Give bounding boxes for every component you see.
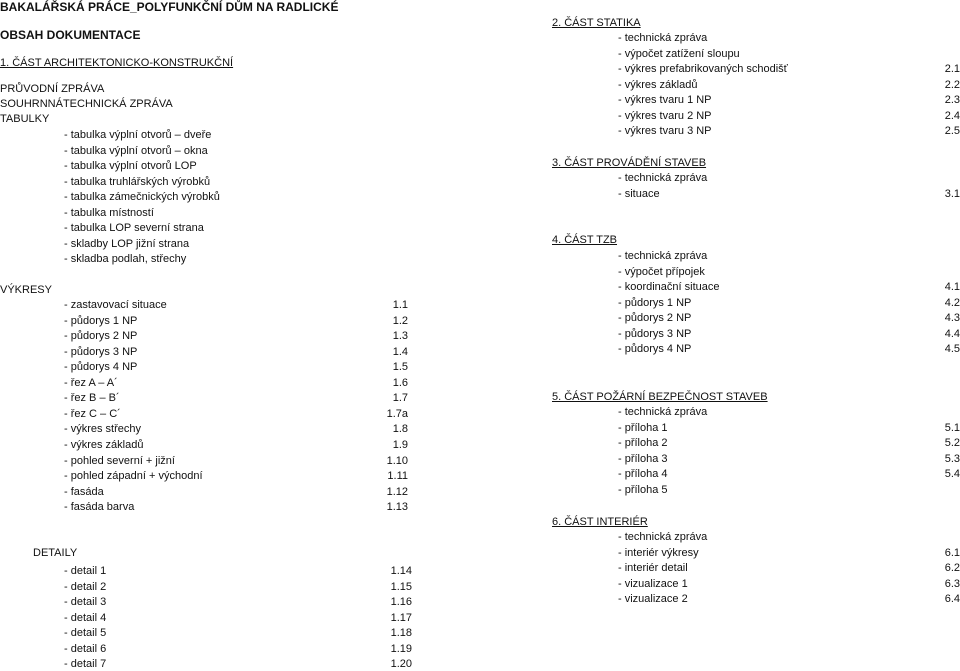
drawing-list-number: 1.8 xyxy=(392,423,408,436)
tzb-list-number: 4.1 xyxy=(944,281,960,293)
interier-list-item: - technická zpráva xyxy=(618,531,708,543)
detail-list-number: 1.20 xyxy=(390,658,412,671)
drawing-list-item: - řez A – A´ xyxy=(64,376,118,389)
table-list-item: - tabulka LOP severní strana xyxy=(64,222,204,234)
drawing-list-number: 1.11 xyxy=(387,470,408,483)
statika-list-number: 2.3 xyxy=(944,94,960,106)
statika-list-number: 2.2 xyxy=(944,78,960,91)
provadeni-list-item: - situace xyxy=(618,187,660,200)
interier-list-item: - interiér výkresy xyxy=(618,546,699,559)
statika-list-item: - výkres tvaru 3 NP xyxy=(618,125,712,137)
drawing-list-number: 1.5 xyxy=(392,361,408,374)
pozarni-list-number: 5.1 xyxy=(944,421,960,434)
drawing-list-item: - zastavovací situace xyxy=(64,299,167,311)
interier-title: 6. ČÁST INTERIÉR xyxy=(552,516,648,528)
detail-list-number: 1.15 xyxy=(390,580,412,593)
interier-list-item: - interiér detail xyxy=(618,562,688,574)
drawing-list-item: - pohled západní + východní xyxy=(64,470,203,483)
statika-title: 2. ČÁST STATIKA xyxy=(552,17,641,29)
drawing-list-item: - půdorys 1 NP xyxy=(64,314,138,327)
drawing-list-item: - pohled severní + jižní xyxy=(64,454,175,467)
tzb-list-item: - technická zpráva xyxy=(618,250,708,262)
table-list-item: - skladby LOP jižní strana xyxy=(64,237,190,250)
drawing-list-item: - výkres střechy xyxy=(64,423,142,436)
drawing-list-number: 1.12 xyxy=(386,485,408,498)
table-list-item: - tabulka truhlářských výrobků xyxy=(64,175,211,188)
drawing-list-item: - půdorys 3 NP xyxy=(64,345,138,358)
drawing-list-number: 1.1 xyxy=(392,299,408,311)
drawing-list-item: - řez B – B´ xyxy=(64,392,120,405)
detail-list-item: - detail 5 xyxy=(64,627,107,640)
drawing-list-number: 1.9 xyxy=(392,438,408,451)
pozarni-list-item: - příloha 3 xyxy=(618,452,668,465)
detail-list-number: 1.17 xyxy=(390,611,412,624)
details-heading: DETAILY xyxy=(33,547,78,559)
pozarni-list-item: - příloha 5 xyxy=(618,483,668,496)
drawing-list-number: 1.13 xyxy=(386,501,408,514)
drawing-list-number: 1.2 xyxy=(392,314,408,327)
pozarni-list-item: - příloha 2 xyxy=(618,437,668,449)
detail-list-number: 1.19 xyxy=(390,642,412,655)
statika-list-number: 2.1 xyxy=(944,63,960,75)
interier-list-item: - vizualizace 2 xyxy=(618,593,688,605)
drawing-list-item: - fasáda xyxy=(64,485,104,498)
pozarni-list-item: - příloha 1 xyxy=(618,421,668,434)
drawing-list-number: 1.6 xyxy=(392,376,408,389)
tzb-list-number: 4.2 xyxy=(944,296,960,309)
provadeni-title: 3. ČÁST PROVÁDĚNÍ STAVEB xyxy=(552,157,707,169)
table-list-item: - tabulka zámečnických výrobků xyxy=(64,191,220,203)
contents-heading: OBSAH DOKUMENTACE xyxy=(0,28,141,42)
detail-list-item: - detail 7 xyxy=(64,658,107,671)
statika-list-number: 2.5 xyxy=(944,125,960,137)
table-list-item: - skladba podlah, střechy xyxy=(64,253,187,265)
statika-list-item: - technická zpráva xyxy=(618,32,708,44)
tzb-list-item: - půdorys 3 NP xyxy=(618,327,692,340)
provadeni-list-item: - technická zpráva xyxy=(618,172,708,184)
statika-list-item: - výkres prefabrikovaných schodišť xyxy=(618,63,788,75)
drawing-list-number: 1.7 xyxy=(392,392,408,405)
table-list-item: - tabulka výplní otvorů LOP xyxy=(64,160,197,172)
tzb-list-item: - půdorys 1 NP xyxy=(618,296,692,309)
pozarni-list-number: 5.3 xyxy=(944,452,960,465)
section-pruvodni: PRŮVODNÍ ZPRÁVA xyxy=(0,83,105,95)
statika-list-item: - výpočet zatížení sloupu xyxy=(618,47,740,60)
detail-list-item: - detail 4 xyxy=(64,611,107,624)
table-list-item: - tabulka výplní otvorů – dveře xyxy=(64,129,212,141)
pozarni-list-number: 5.4 xyxy=(944,468,960,480)
detail-list-number: 1.18 xyxy=(390,627,412,640)
drawing-list-item: - půdorys 4 NP xyxy=(64,361,138,374)
interier-list-number: 6.2 xyxy=(944,562,960,574)
drawing-list-number: 1.10 xyxy=(386,454,408,467)
detail-list-item: - detail 1 xyxy=(64,565,107,577)
provadeni-list-number: 3.1 xyxy=(944,187,960,200)
drawing-list-number: 1.7a xyxy=(386,407,408,420)
tzb-list-item: - výpočet přípojek xyxy=(618,265,705,278)
interier-list-number: 6.4 xyxy=(944,593,960,605)
statika-list-number: 2.4 xyxy=(944,109,960,122)
part1-title: 1. ČÁST ARCHITEKTONICKO-KONSTRUKČNÍ xyxy=(0,57,234,69)
pozarni-list-number: 5.2 xyxy=(944,437,960,449)
pozarni-list-item: - technická zpráva xyxy=(618,406,708,418)
tzb-title: 4. ČÁST TZB xyxy=(552,234,618,246)
tzb-list-number: 4.5 xyxy=(944,343,960,355)
detail-list-item: - detail 6 xyxy=(64,642,107,655)
detail-list-number: 1.16 xyxy=(390,596,412,609)
drawing-list-item: - půdorys 2 NP xyxy=(64,330,138,343)
interier-list-item: - vizualizace 1 xyxy=(618,577,688,590)
document-title: BAKALÁŘSKÁ PRÁCE_POLYFUNKČNÍ DŮM NA RADLICKÉ xyxy=(0,0,339,14)
section-souhrnna: SOUHRNNÁTECHNICKÁ ZPRÁVA xyxy=(0,98,173,110)
pozarni-list-item: - příloha 4 xyxy=(618,468,668,480)
detail-list-item: - detail 2 xyxy=(64,580,107,593)
drawing-list-item: - fasáda barva xyxy=(64,501,135,514)
pozarni-title: 5. ČÁST POŽÁRNÍ BEZPEČNOST STAVEB xyxy=(552,391,768,403)
drawings-heading: VÝKRESY xyxy=(0,284,52,296)
statika-list-item: - výkres základů xyxy=(618,78,698,91)
drawing-list-number: 1.4 xyxy=(392,345,408,358)
drawing-list-number: 1.3 xyxy=(392,330,408,343)
detail-list-item: - detail 3 xyxy=(64,596,107,609)
tzb-list-number: 4.4 xyxy=(944,327,960,340)
section-tabulky: TABULKY xyxy=(0,113,50,125)
tzb-list-item: - půdorys 4 NP xyxy=(618,343,692,355)
interier-list-number: 6.3 xyxy=(944,577,960,590)
tzb-list-number: 4.3 xyxy=(944,312,960,324)
drawing-list-item: - výkres základů xyxy=(64,438,144,451)
table-list-item: - tabulka výplní otvorů – okna xyxy=(64,144,208,157)
interier-list-number: 6.1 xyxy=(944,546,960,559)
table-list-item: - tabulka místností xyxy=(64,206,154,219)
tzb-list-item: - koordinační situace xyxy=(618,281,720,293)
drawing-list-item: - řez C – C´ xyxy=(64,407,121,420)
detail-list-number: 1.14 xyxy=(390,565,412,577)
tzb-list-item: - půdorys 2 NP xyxy=(618,312,692,324)
statika-list-item: - výkres tvaru 2 NP xyxy=(618,109,712,122)
statika-list-item: - výkres tvaru 1 NP xyxy=(618,94,712,106)
